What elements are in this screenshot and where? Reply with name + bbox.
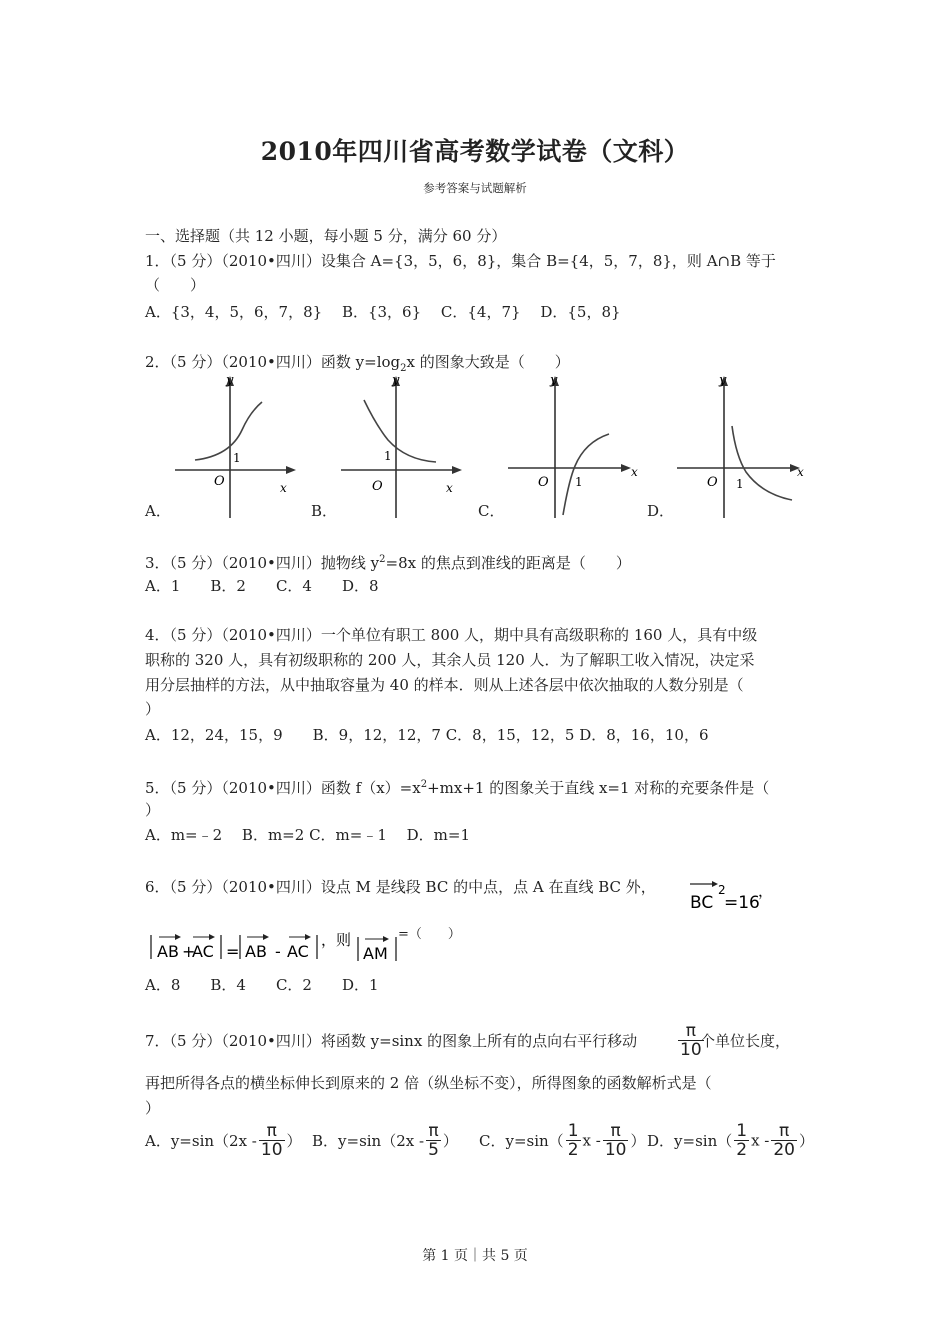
section-heading: 一、选择题（共 12 小题，每小题 5 分，满分 60 分）: [145, 227, 507, 245]
graph-d-origin: O: [707, 475, 718, 490]
q6-bc-vector: BC: [690, 893, 714, 913]
q7-line-3: ）: [145, 1099, 161, 1117]
q6-options: A．8 B．4 C．2 D．1: [145, 976, 379, 994]
q6-then: ，则: [321, 931, 352, 949]
q2-stem: 2．（5 分）（2010•四川）函数 $y=\log_2x$ 的图象大致是（ ）: [145, 353, 570, 374]
q4-line-3: 用分层抽样的方法，从中抽取容量为 40 的样本．则从上述各层中依次抽取的人数分别是（: [145, 676, 744, 694]
q6-tail: =（ ）: [398, 927, 461, 942]
q5-options: A．m=﹣2 B．m=2 C．m=﹣1 D．m=1: [145, 826, 471, 844]
graph-a-x-label: x: [280, 481, 287, 495]
graph-c-one: 1: [575, 475, 583, 489]
graph-c-x-label: x: [631, 465, 638, 479]
q1-stem-bracket: （ ）: [145, 276, 206, 294]
q7-stem-post: 个单位长度，: [700, 1032, 791, 1050]
page-footer: 第 1 页｜共 5 页: [422, 1248, 528, 1264]
graph-b-x-label: x: [446, 481, 453, 495]
q2-graph-b: [336, 370, 466, 524]
q6-bc-square: 2: [718, 883, 726, 897]
q7-fraction: $\frac{\pi}{10}$: [680, 1021, 702, 1060]
graph-c-y-label: y: [550, 373, 558, 388]
q6-ac-vector-2: AC: [287, 942, 309, 961]
q7-option-c: C．y=sin（ $\frac{1}{2}$ x - $\frac{\pi}{10}$ ）: [479, 1121, 646, 1160]
q7-option-a: A．y=sin（2x - $\frac{\pi}{10}$ ）: [145, 1121, 302, 1160]
q6-bc-comma: ，: [758, 882, 774, 900]
q6-ab-vector-2: AB: [245, 942, 267, 961]
page-subtitle: 参考答案与试题解析: [423, 181, 527, 195]
q6-am-vector: AM: [363, 944, 388, 963]
q4-line-4: ）: [145, 700, 161, 718]
q4-line-1: 4．（5 分）（2010•四川）一个单位有职工 800 人，期中具有高级职称的 160 人，具有中级: [145, 626, 758, 644]
q1-stem: 1．（5 分）（2010•四川）设集合 A={3，5，6，8}，集合 B={4，5，7，8}，则 A∩B 等于: [145, 252, 776, 270]
q2-graph-c: [503, 370, 643, 524]
page-title: 2010年四川省高考数学试卷（文科）: [260, 137, 690, 166]
q4-options: A．12，24，15，9 B．9，12，12，7 C．8，15，12，5 D．8，16，10，6: [145, 726, 709, 744]
q5-stem: 5．（5 分）（2010•四川）函数 $f(x)=x^2+mx+1$ 的图象关于直线 x=1 对称的充要条件是（: [145, 779, 770, 797]
graph-d-one: 1: [736, 477, 744, 491]
graph-b-origin: O: [372, 479, 383, 494]
q6-ac-vector-1: AC: [192, 942, 214, 961]
q7-line-2: 再把所得各点的横坐标伸长到原来的 2 倍（纵坐标不变），所得图象的函数解析式是（: [145, 1074, 712, 1092]
q7-stem: 7．（5 分）（2010•四川）将函数 y=sinx 的图象上所有的点向右平行移动: [145, 1032, 638, 1050]
graph-a-one: 1: [233, 451, 241, 465]
q7-option-d: D．y=sin（ $\frac{1}{2}$ x - $\frac{\pi}{20}$ ）: [647, 1121, 815, 1160]
graph-a-y-label: y: [226, 373, 234, 388]
q6-minus: -: [275, 942, 281, 961]
graph-c-origin: O: [538, 475, 549, 490]
q1-options: A．{3，4，5，6，7，8} B．{3，6} C．{4，7} D．{5，8}: [145, 303, 621, 321]
graph-a-origin: O: [214, 474, 225, 489]
graph-d-x-label: x: [797, 465, 804, 479]
graph-d-y-label: y: [719, 373, 727, 388]
q2-label-b: B．: [311, 502, 338, 520]
q4-line-2: 职称的 320 人，具有初级职称的 200 人，其余人员 120 人．为了解职工收入情况，决定采: [145, 651, 755, 669]
q3-stem: 3．（5 分）（2010•四川）抛物线 $y^2=8x$ 的焦点到准线的距离是（ ）: [145, 554, 631, 572]
q2-graph-d: [672, 370, 812, 524]
q5-stem-close: ）: [145, 801, 161, 819]
q3-options: A．1 B．2 C．4 D．8: [145, 577, 379, 595]
q2-label-d: D．: [647, 502, 675, 520]
q7-option-b: B．y=sin（2x - $\frac{\pi}{5}$ ）: [312, 1121, 458, 1160]
q6-plus: +: [182, 942, 196, 961]
q2-label-a: A．: [145, 502, 171, 520]
q6-ab-vector: AB: [157, 942, 179, 961]
q6-bc-equals: =16: [724, 893, 760, 913]
q2-label-c: C．: [478, 502, 505, 520]
q2-graph-a: [170, 370, 300, 524]
q6-stem: 6．（5 分）（2010•四川）设点 M 是线段 BC 的中点，点 A 在直线 BC 外，: [145, 878, 656, 896]
q6-equals: =: [226, 942, 240, 961]
graph-b-y-label: y: [392, 373, 400, 388]
q6-bc-expression: [688, 878, 774, 916]
graph-b-one: 1: [384, 449, 392, 463]
